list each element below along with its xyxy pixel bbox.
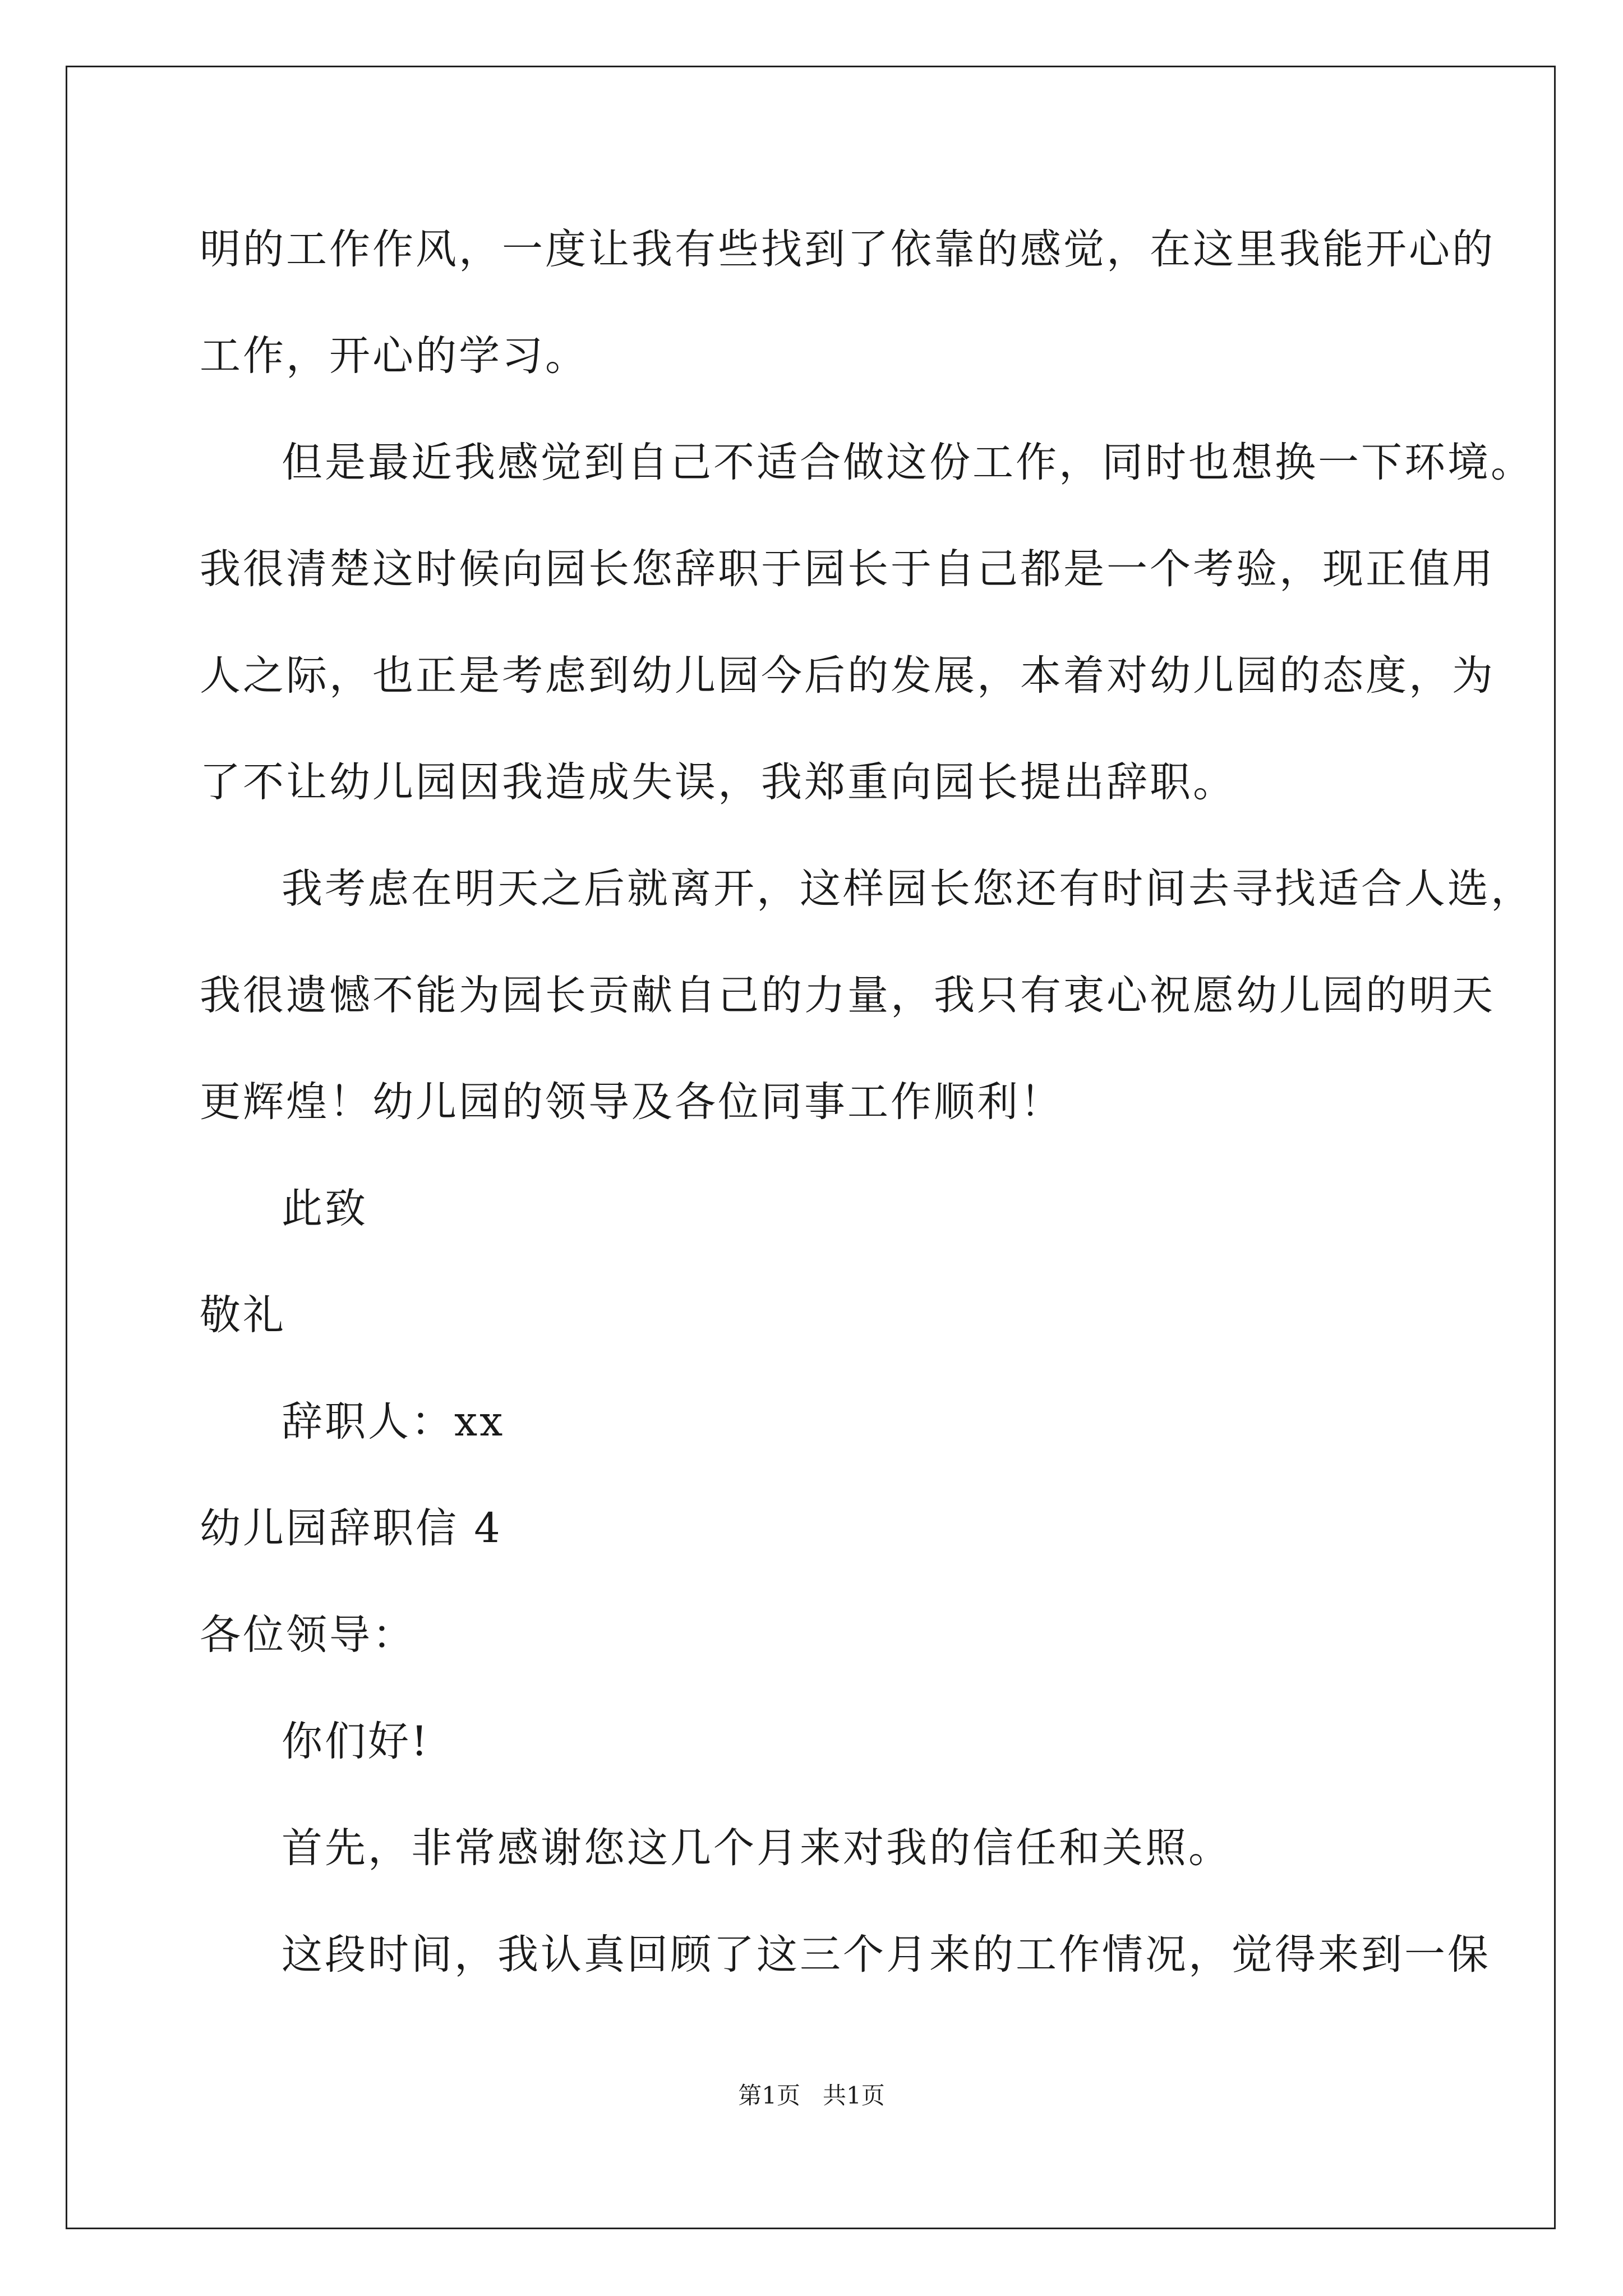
greeting: 你们好! <box>282 1718 430 1765</box>
text-line: 人之际，也正是考虑到幼儿园今后的发展，本着对幼儿园的态度，为 <box>200 652 1495 700</box>
text-line: 更辉煌！幼儿园的领导及各位同事工作顺利！ <box>200 1078 1063 1126</box>
page-footer: 第1页 共1页 <box>738 2082 885 2109</box>
paragraph-start-line: 我考虑在明天之后就离开，这样园长您还有时间去寻找适合人选， <box>282 865 1534 913</box>
text-line: 我很遗憾不能为园长贡献自己的力量，我只有衷心祝愿幼儿园的明天 <box>200 972 1495 1019</box>
signature-line: 辞职人：xx <box>282 1398 505 1446</box>
closing-salutation: 此致 <box>282 1185 368 1232</box>
paragraph-start-line: 这段时间，我认真回顾了这三个月来的工作情况，觉得来到一保 <box>282 1931 1491 1978</box>
section-heading: 幼儿园辞职信 4 <box>200 1504 502 1552</box>
text-line: 我很清楚这时候向园长您辞职于园长于自己都是一个考验，现正值用 <box>200 545 1495 593</box>
text-line: 明的工作作风，一度让我有些找到了依靠的感觉，在这里我能开心的 <box>200 226 1495 273</box>
text-line: 工作，开心的学习。 <box>200 332 588 380</box>
text-line: 了不让幼儿园因我造成失误，我郑重向园长提出辞职。 <box>200 758 1236 806</box>
greeting-recipient: 各位领导： <box>200 1611 416 1659</box>
paragraph-start-line: 但是最近我感觉到自己不适合做这份工作，同时也想换一下环境。 <box>282 439 1534 486</box>
closing-regards: 敬礼 <box>200 1291 286 1339</box>
paragraph-start-line: 首先，非常感谢您这几个月来对我的信任和关照。 <box>282 1824 1232 1872</box>
